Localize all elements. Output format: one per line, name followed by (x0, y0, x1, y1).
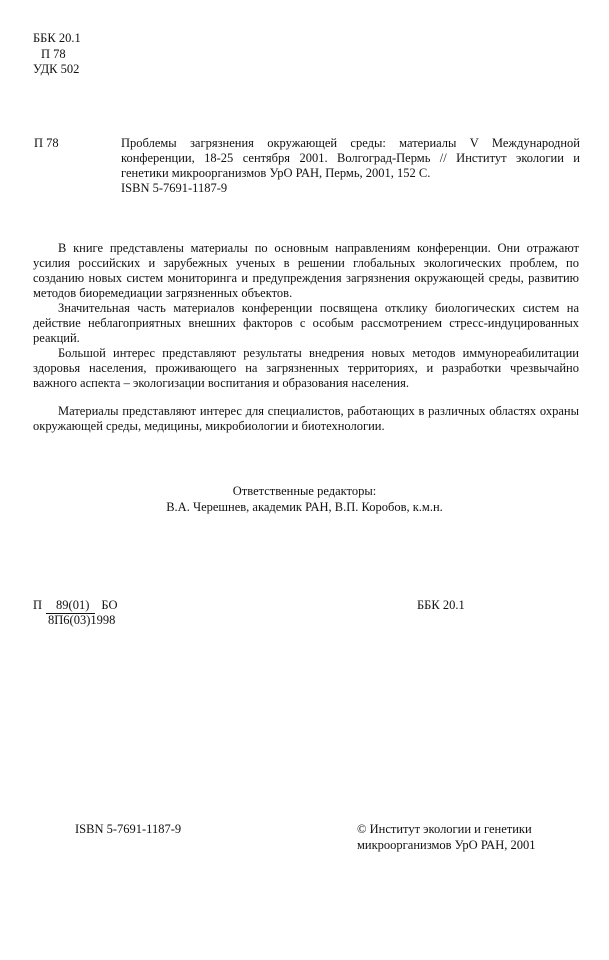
catalog-line-1: Проблемы загрязнения окружающей среды: материалы V Международной (121, 136, 580, 150)
index-letter: П (33, 598, 43, 612)
editors-heading: Ответственные редакторы: (232, 484, 377, 498)
bbk-code: ББК 20.1 (33, 31, 81, 45)
udk-code: УДК 502 (33, 62, 80, 76)
classification-codes (33, 31, 81, 78)
annotation (33, 241, 579, 434)
catalog-line-3: генетики микроорганизмов УрО РАН, Пермь, 2001, 152 С. (121, 166, 431, 180)
copyright (357, 822, 536, 853)
publication-index (33, 598, 117, 614)
annotation-paragraph-1: В книге представлены материалы по основным направлениям конференции. Они отражают усилия российских и зарубежных ученых в решении глобальных экологических проблем, по созданию новых систем мониторинга и предупреждения загрязнения окружающей среды, развитию методов биоремедиации загрязненных объектов. (33, 241, 579, 300)
catalog-line-2: конференции, 18-25 сентября 2001. Волгоград-Пермь // Институт экологии и (121, 151, 580, 165)
catalog-code: П 78 (34, 136, 59, 150)
isbn-footer: ISBN 5-7691-1187-9 (75, 822, 182, 836)
catalog-entry (121, 136, 580, 196)
editors-block (0, 484, 609, 515)
author-mark: П 78 (41, 46, 66, 61)
copyright-line-2: микроорганизмов УрО РАН, 2001 (357, 837, 536, 852)
bbk-right: ББК 20.1 (417, 598, 465, 612)
catalog-isbn: ISBN 5-7691-1187-9 (121, 181, 228, 195)
index-sub: 8П6(03)1998 (48, 613, 116, 627)
annotation-audience: Материалы представляют интерес для специалистов, работающих в различных областях охраны окружающей среды, медицины, микробиологии и биотехнологии. (33, 404, 579, 433)
copyright-line-1: © Институт экологии и генетики (357, 822, 532, 836)
annotation-paragraph-3: Большой интерес представляют результаты внедрения новых методов иммунореабилитации здоровья населения, проживающего на загрязненных территориях, и разработки чрезвычайно важного аспекта – экологизации воспитания и образования населения. (33, 346, 579, 390)
index-suffix: БО (101, 598, 118, 612)
index-number: 89(01) (46, 598, 95, 614)
editors-names: В.А. Черешнев, академик РАН, В.П. Коробов, к.м.н. (166, 499, 443, 514)
annotation-paragraph-2: Значительная часть материалов конференции посвящена отклику биологических систем на действие неблагоприятных внешних факторов с особым рассмотрением стресс-индуцированных реакций. (33, 301, 579, 345)
